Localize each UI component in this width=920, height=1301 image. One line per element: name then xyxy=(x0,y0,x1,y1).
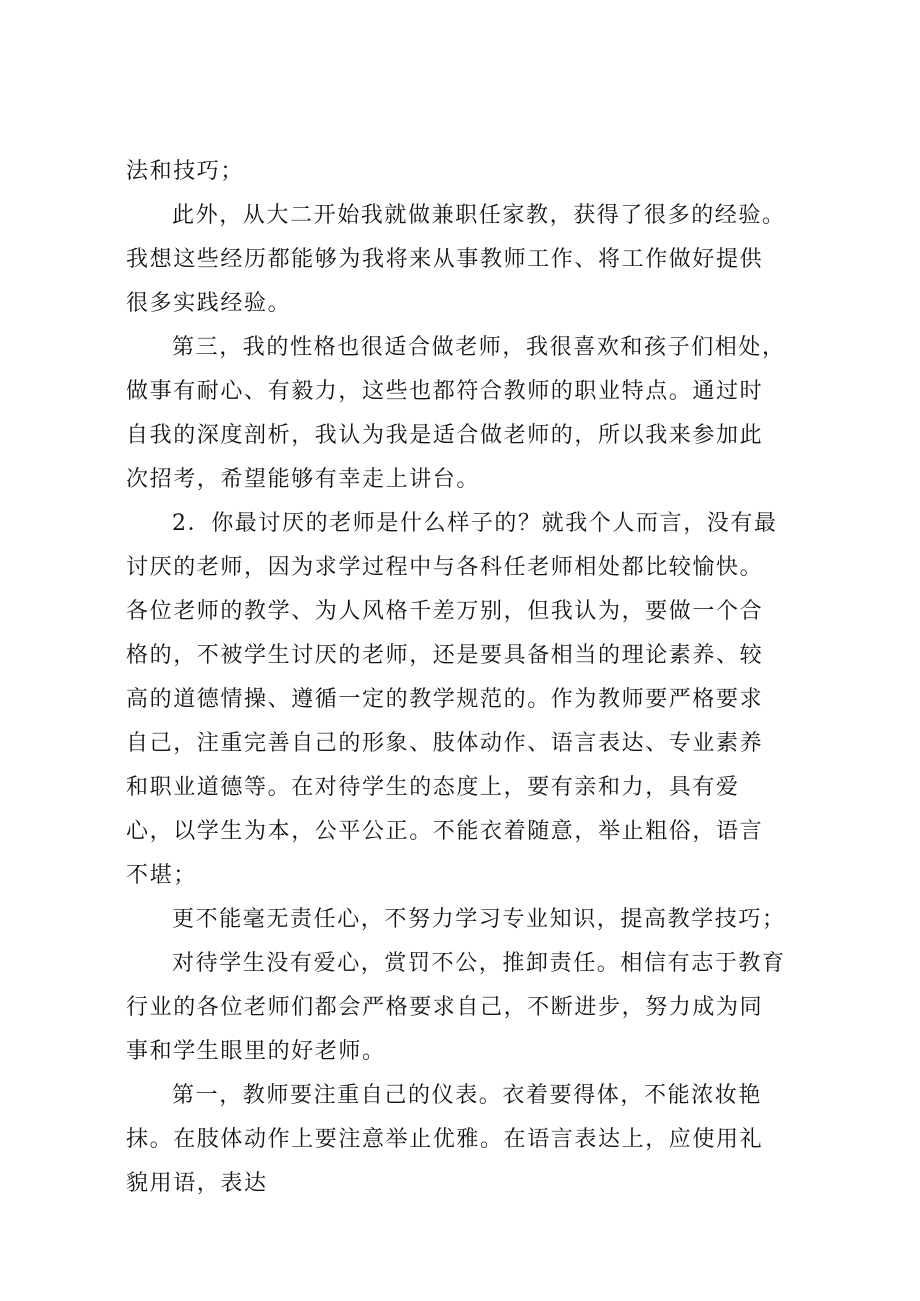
paragraph-love-students: 对待学生没有爱心，赏罚不公，推卸责任。相信有志于教育行业的各位老师们都会严格要求自己，不断进步，努力成为同事和学生眼里的好老师。 xyxy=(126,951,786,1064)
paragraph-third-personality: 第三，我的性格也很适合做老师，我很喜欢和孩子们相处，做事有耐心、有毅力，这些也都符合教师的职业特点。通过时自我的深度剖析，我认为我是适合做老师的，所以我来参加此次招考，希望能够有幸走上讲台。 xyxy=(126,335,786,492)
paragraph-question-2: 2．你最讨厌的老师是什么样子的？就我个人而言，没有最讨厌的老师，因为求学过程中与各科任老师相处都比较愉快。各位老师的教学、为人风格千差万别，但我认为，要做一个合格的，不被学生讨厌的老师，还是要具备相当的理论素养、较高的道德情操、遵循一定的教学规范的。作为教师要严格要求自己，注重完善自己的形象、肢体动作、语言表达、专业素养和职业道德等。在对待学生的态度上，要有亲和力，具有爱心，以学生为本，公平公正。不能衣着随意，举止粗俗，语言不堪； xyxy=(126,511,778,888)
document-body xyxy=(126,150,786,1206)
paragraph-continuation: 法和技巧； xyxy=(126,159,245,184)
paragraph-responsibility: 更不能毫无责任心，不努力学习专业知识，提高教学技巧； xyxy=(172,907,786,932)
paragraph-first-appearance: 第一，教师要注重自己的仪表。衣着要得体，不能浓妆艳抹。在肢体动作上要注意举止优雅。在语言表达上，应使用礼貌用语，表达 xyxy=(126,1083,764,1196)
paragraph-part-time-tutoring: 此外，从大二开始我就做兼职任家教，获得了很多的经验。我想这些经历都能够为我将来从事教师工作、将工作做好提供很多实践经验。 xyxy=(126,203,786,316)
